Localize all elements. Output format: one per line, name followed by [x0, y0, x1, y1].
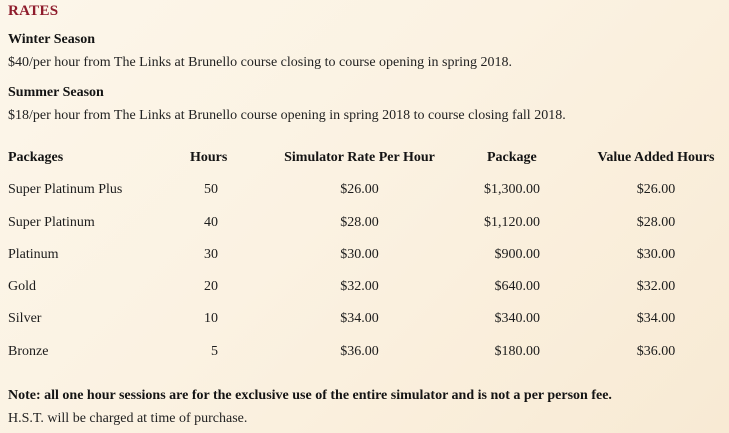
package-price: $1,120.00 [484, 214, 540, 230]
package-rate: $28.00 [340, 214, 379, 230]
session-note: Note: all one hour sessions are for the exclusive use of the entire simulator and is not a per person fee. [8, 388, 612, 403]
winter-season-title: Winter Season [8, 32, 95, 47]
package-name: Platinum [8, 246, 59, 262]
package-name: Super Platinum [8, 214, 95, 230]
package-value-added: $32.00 [636, 279, 676, 295]
package-value-added: $36.00 [636, 343, 676, 359]
package-name: Silver [8, 311, 42, 327]
package-price: $1,300.00 [484, 182, 540, 198]
table-row [8, 344, 723, 376]
summer-season-title: Summer Season [8, 85, 104, 100]
package-rate: $30.00 [340, 246, 379, 262]
package-hours: 40 [204, 214, 218, 230]
package-price: $180.00 [494, 343, 540, 359]
package-rate: $36.00 [340, 343, 379, 359]
header-packages: Packages [8, 150, 64, 165]
table-row [8, 215, 723, 247]
summer-season-text: $18/per hour from The Links at Brunello course opening in spring 2018 to course closing fall 2018. [8, 108, 566, 123]
package-rate: $34.00 [340, 311, 379, 327]
package-name: Gold [8, 279, 36, 295]
winter-season-text: $40/per hour from The Links at Brunello course closing to course opening in spring 2018. [8, 55, 513, 70]
package-hours: 5 [211, 343, 218, 359]
package-value-added: $34.00 [636, 311, 676, 327]
header-value-added-hours: Value Added Hours [597, 150, 715, 165]
package-hours: 20 [204, 279, 218, 295]
package-hours: 50 [204, 182, 218, 198]
table-row [8, 311, 723, 343]
package-hours: 10 [204, 311, 218, 327]
hst-note: H.S.T. will be charged at time of purchase. [8, 411, 248, 426]
package-name: Super Platinum Plus [8, 182, 123, 198]
package-value-added: $26.00 [636, 182, 676, 198]
package-price: $640.00 [494, 279, 540, 295]
package-value-added: $30.00 [636, 246, 676, 262]
packages-table [8, 150, 723, 376]
header-simulator-rate: Simulator Rate Per Hour [284, 150, 435, 165]
package-price: $340.00 [494, 311, 540, 327]
table-row [8, 247, 723, 279]
table-row [8, 279, 723, 311]
table-row [8, 182, 723, 214]
package-price: $900.00 [494, 246, 540, 262]
package-rate: $32.00 [340, 279, 379, 295]
package-hours: 30 [204, 246, 218, 262]
rates-heading: RATES [8, 3, 59, 19]
package-name: Bronze [8, 343, 49, 359]
table-header-row [8, 150, 723, 182]
package-value-added: $28.00 [636, 214, 676, 230]
header-hours: Hours [190, 150, 228, 165]
package-rate: $26.00 [340, 182, 379, 198]
header-package: Package [487, 150, 537, 165]
